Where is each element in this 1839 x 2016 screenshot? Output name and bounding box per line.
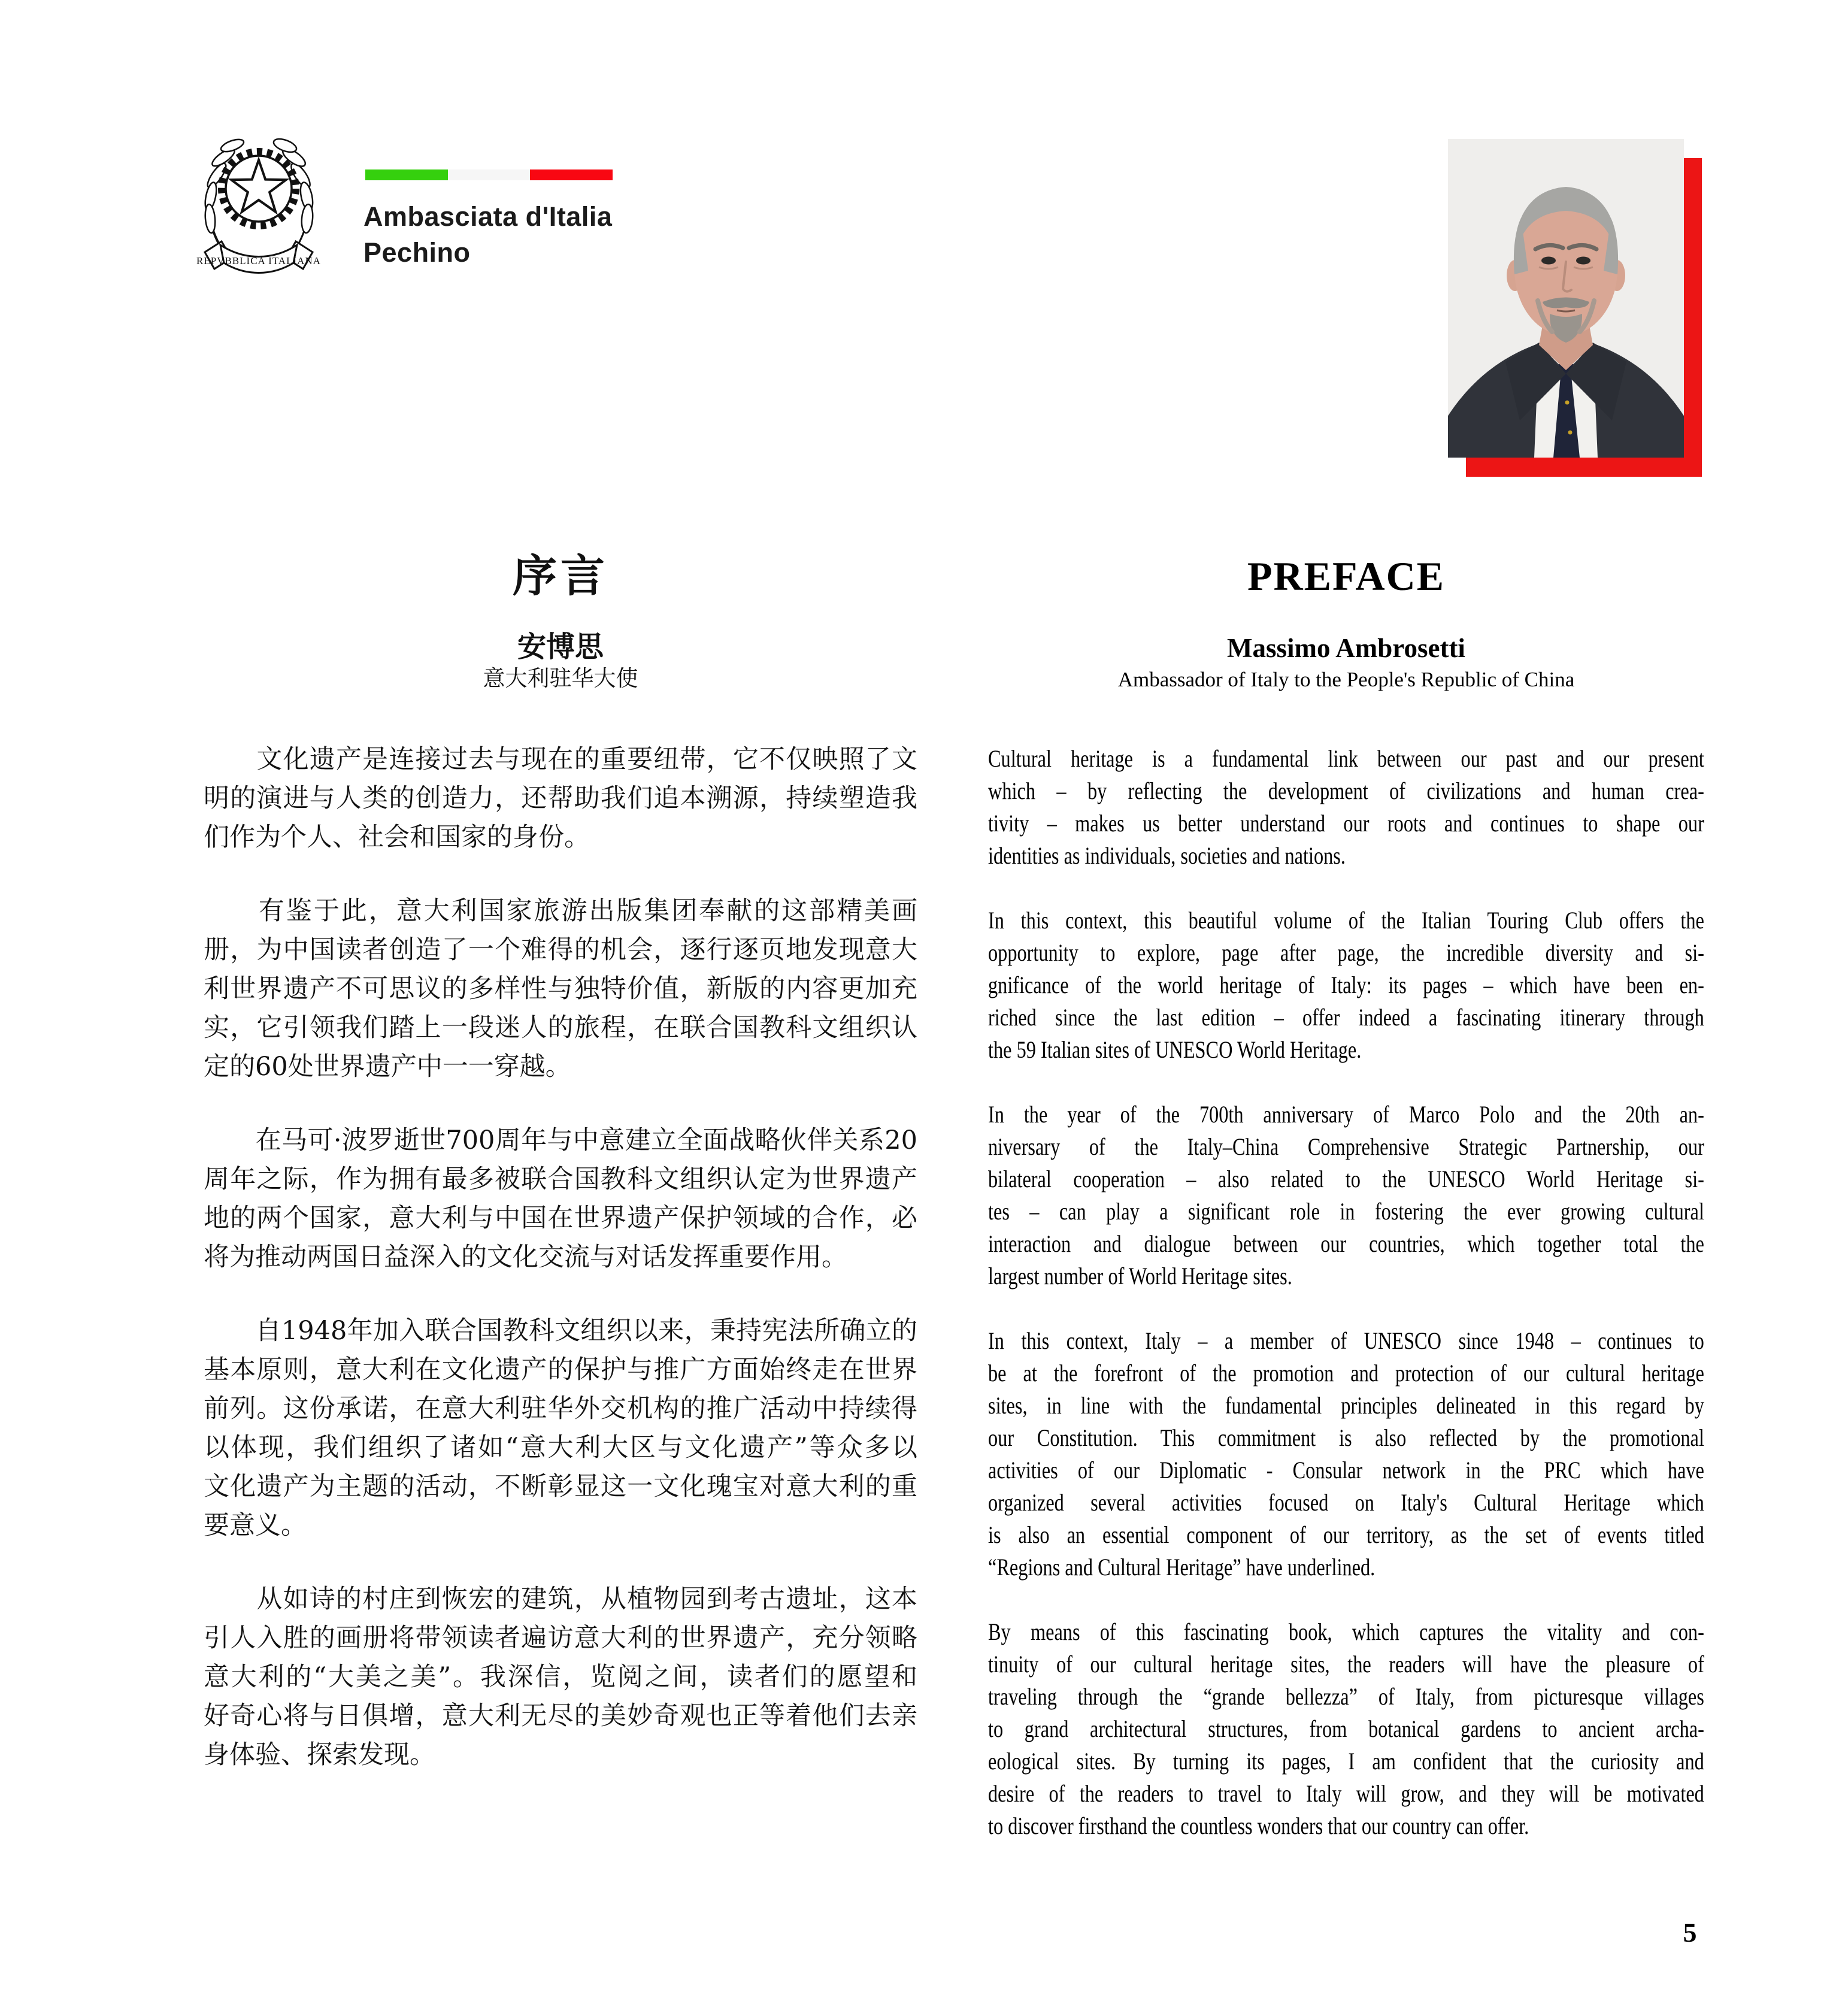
zh-paragraph-5: 从如诗的村庄到恢宏的建筑，从植物园到考古遗址，这本 引人入胜的画册将带领读者遍访意大利的世界遗产，充分领略 意大利的“大美之美”。我深信，览阅之间，读者们的愿望和 好奇心将与日俱增，意大利无尽的美妙奇观也正等着他们去亲 身体验、探索发现。 bbox=[204, 1584, 917, 1770]
zh-author-name: 安博思 bbox=[517, 630, 604, 664]
embassy-name-line2: Pechino bbox=[363, 237, 471, 268]
zh-paragraph-3: 在马可·波罗逝世700周年与中意建立全面战略伙伴关系20 周年之际，作为拥有最多被联合国教科文组织认定为世界遗产 地的两个国家，意大利与中国在世界遗产保护领域的合作，必 将为推动两国日益深入的文化交流与对话发挥重要作用。 bbox=[204, 1125, 917, 1272]
flag-red-segment bbox=[530, 169, 613, 180]
embassy-name bbox=[363, 199, 612, 271]
emblem-banner-text: REPVBBLICA ITALIANA bbox=[196, 255, 321, 267]
zh-paragraph-1: 文化遗产是连接过去与现在的重要纽带，它不仅映照了文 明的演进与人类的创造力，还帮助我们追本溯源，持续塑造我 们作为个人、社会和国家的身份。 bbox=[204, 744, 917, 852]
en-paragraph-3: In the year of the 700th anniversary of Marco Polo and the 20th an- niversary of the Italy–China Comprehensive Strategic Partnership, our bilateral cooperation – also related to the UNESCO World Heritage si- tes – can play a significant role in fostering the ever growing cultural interaction and dialogue between our countries, which together total the largest number of World Heritage sites. bbox=[988, 1101, 1704, 1289]
en-paragraph-1: Cultural heritage is a fundamental link between our past and our present which – by reflecting the development of civilizations and human crea- tivity – makes us better understand our roots and continues to shape our identities as individuals, societies and nations. bbox=[988, 745, 1704, 869]
en-preface-title: PREFACE bbox=[1247, 553, 1446, 599]
en-author-title: Ambassador of Italy to the People's Republic of China bbox=[1117, 668, 1575, 691]
en-paragraph-5: By means of this fascinating book, which captures the vitality and con- tinuity of our cultural heritage sites, the readers will have the pleasure of traveling through the “grande bellezza” of Italy, from picturesque villages to grand architectural structures, from botanical gardens to ancient archa- eological sites. By turning its pages, I am confident that the curiosity and desire of the readers to travel to Italy will grow, and they will be motivated to discover firsthand the countless wonders that our country can offer. bbox=[988, 1618, 1704, 1839]
en-author-name: Massimo Ambrosetti bbox=[1227, 633, 1465, 663]
zh-author-title: 意大利驻华大使 bbox=[483, 665, 638, 691]
ambassador-photo-block bbox=[1448, 139, 1703, 478]
en-body-column bbox=[988, 743, 1704, 1875]
flag-green-segment bbox=[365, 169, 448, 180]
zh-preface-title: 序言 bbox=[513, 550, 608, 602]
italian-republic-emblem-icon bbox=[196, 122, 321, 282]
zh-body-column bbox=[204, 740, 917, 1809]
embassy-name-line1: Ambasciata d'Italia bbox=[363, 201, 613, 232]
zh-paragraph-4: 自1948年加入联合国教科文组织以来，秉持宪法所确立的 基本原则，意大利在文化遗产的保护与推广方面始终走在世界 前列。这份承诺，在意大利驻华外交机构的推广活动中持续得 以体现，我们组织了诸如“意大利大区与文化遗产”等众多以 文化遗产为主题的活动，不断彰显这一文化瑰宝对意大利的重 要意义。 bbox=[204, 1316, 917, 1540]
en-paragraph-4: In this context, Italy – a member of UNESCO since 1948 – continues to be at the forefront of the promotion and protection of our cultural heritage sites, in line with the fundamental principles delineated in this regard by our Constitution. This commitment is also reflected by the promotional activities of our Diplomatic - Consular network in the PRC which have organized several activities focused on Italy's Cultural Heritage which is also an essential component of our territory, as the set of events titled “Regions and Cultural Heritage” have underlined. bbox=[988, 1327, 1704, 1581]
italy-flag-stripe bbox=[365, 169, 613, 180]
flag-white-segment bbox=[448, 169, 531, 180]
page-number: 5 bbox=[1683, 1917, 1697, 1948]
zh-paragraph-2: 有鉴于此，意大利国家旅游出版集团奉献的这部精美画 册，为中国读者创造了一个难得的机会，逐行逐页地发现意大 利世界遗产不可思议的多样性与独特价值，新版的内容更加充 实，它引领我们踏上一段迷人的旅程，在联合国教科文组织认 定的60处世界遗产中一一穿越。 bbox=[204, 896, 917, 1082]
en-paragraph-2: In this context, this beautiful volume of the Italian Touring Club offers the opportunity to explore, page after page, the incredible diversity and si- gnificance of the world heritage of Italy: its pages – which have been en- riched since the last edition – offer indeed a fascinating itinerary through the 59 Italian sites of UNESCO World Heritage. bbox=[988, 907, 1704, 1063]
ambassador-photo bbox=[1448, 139, 1684, 458]
